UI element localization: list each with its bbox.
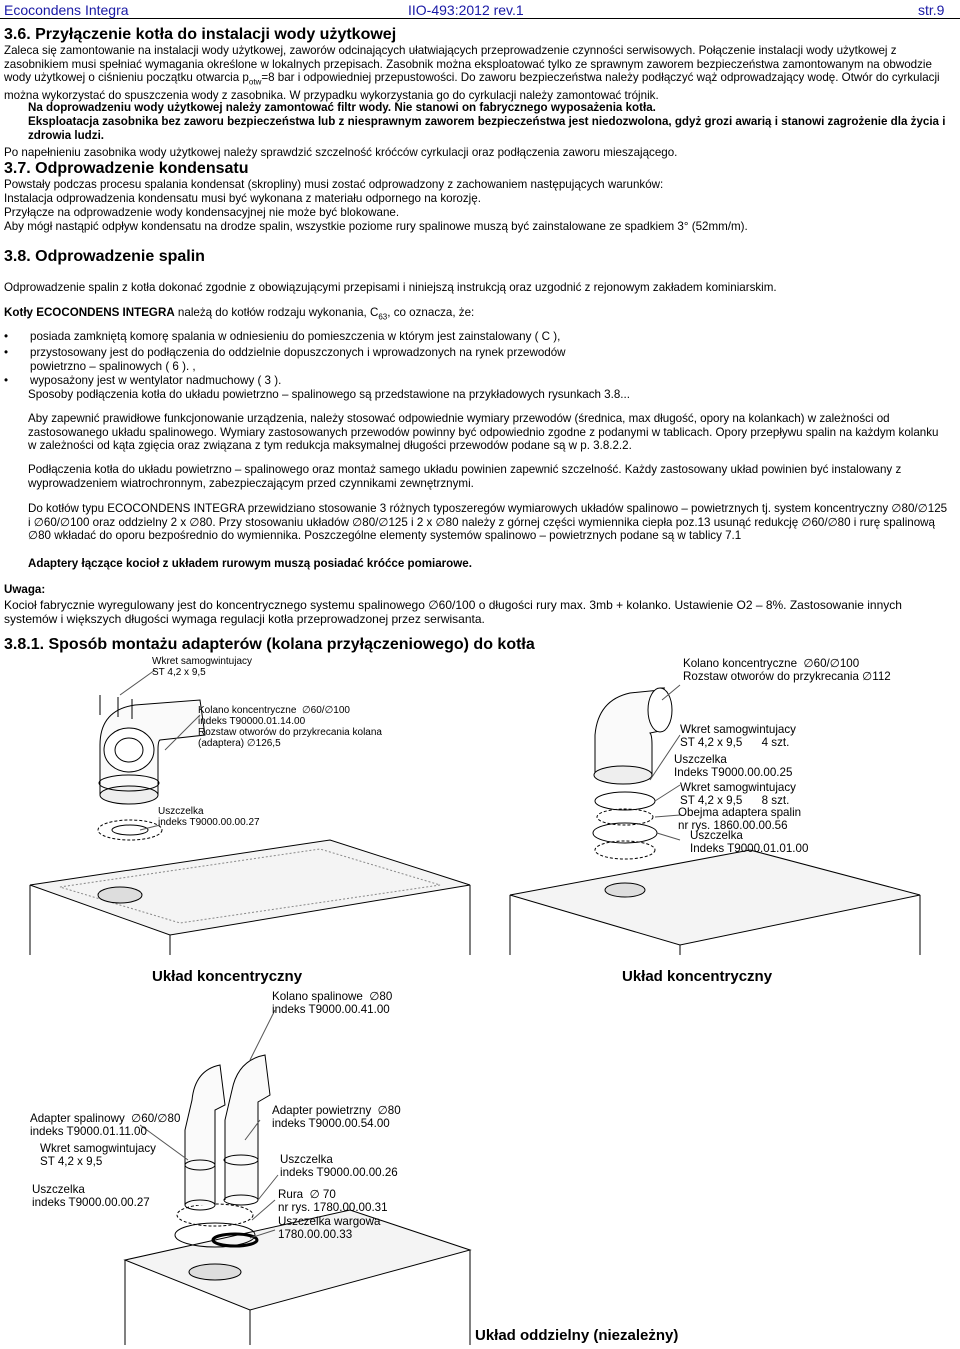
fig2-label-gasket-25: Uszczelka Indeks T9000.00.00.25 [674,753,793,779]
bullet-icon: • [4,374,9,387]
section-3-8-title: 3.8. Odprowadzenie spalin [4,248,205,265]
page-header [0,0,960,22]
fig2-label-screw-4: Wkret samogwintujacy ST 4,2 x 9,5 4 szt. [680,723,796,749]
section-3-7-line-3: Przyłącze na odprowadzenie wody kondensacyjnej nie może być blokowane. [4,206,400,219]
fig3-label-lip-seal: Uszczelka wargowa 1780.00.00.33 [278,1215,381,1241]
fig3-label-pipe-70: Rura ∅ 70 nr rys. 1780.00.00.31 [278,1188,388,1214]
fig1-caption: Układ koncentryczny [152,968,303,985]
bullet-icon: • [4,330,9,343]
note-text: Kocioł fabrycznie wyregulowany jest do koncentrycznego systemu spalinowego ∅60/100 o długości rury max. 3mb + kolanko. Ustawienie O2 – 8%. Zastosowanie innych systemów i większych długości wymaga regulacji kotła przeprowadzonej przez serwisanta. [4,598,902,626]
fig1-label-gasket: Uszczelka indeks T9000.00.00.27 [158,806,260,828]
fig2-caption: Układ koncentryczny [622,968,773,985]
fig3-label-air-adapter: Adapter powietrzny ∅80 indeks T9000.00.54.00 [272,1104,401,1130]
fig2-label-elbow: Kolano koncentryczne ∅60/∅100 Rozstaw otworów do przykrecania ∅112 [683,657,891,683]
section-3-6-title: 3.6. Przyłączenie kotła do instalacji wody użytkowej [4,26,397,43]
section-3-8-1-title: 3.8.1. Sposób montażu adapterów (kolana przyłączeniowego) do kotła [4,636,535,653]
bullet-icon: • [4,346,9,359]
fig3-label-flue-elbow: Kolano spalinowe ∅80 indeks T9000.00.41.00 [272,990,393,1016]
header-page-number: str.9 [918,2,945,18]
section-3-8-paragraph-4: Aby zapewnić prawidłowe funkcjonowanie urządzenia, należy stosować odpowiednie wymiary przewodów (średnica, max długość, opory na kolankach) w zależności od zastosowanego układu spalinowego. Wymiary zastosowanych przewodów powinny być odpowiednio zgodne z podanymi w tablicach. Opory przepływu spalin na każdym kolanku w zależności od kąta zgięcia oraz związana z tym redukcja maksymalnej długości przewodów podane są w p. 3.8.2.2. [28,412,939,453]
section-3-6-filter-note: Na doprowadzeniu wody użytkowej należy zamontować filtr wody. Nie stanowi on fabrycznego wyposażenia kotła. [28,101,656,114]
fig2-label-screw-8: Wkret samogwintujacy ST 4,2 x 9,5 8 szt. [680,781,796,807]
fig3-caption: Układ oddzielny (niezależny) [475,1327,679,1344]
section-3-7-title: 3.7. Odprowadzenie kondensatu [4,160,249,177]
section-3-8-paragraph-3: Sposoby podłączenia kotła do układu powietrzno – spalinowego są przedstawione na przykładowych rysunkach 3.8... [28,388,630,401]
fig1-label-elbow: Kolano koncentryczne ∅60/∅100 indeks T90000.01.14.00 Rozstaw otworów do przykrecania kolana (adaptera) ∅126,5 [198,705,382,749]
section-3-6-paragraph-2: Po napełnieniu zasobnika wody użytkowej należy sprawdzić szczelność króćców cyrkulacji oraz podłączenia zaworu mieszającego. [4,146,678,159]
fig2-label-clamp: Obejma adaptera spalin nr rys. 1860.00.00.56 [678,806,802,832]
fig3-label-gasket-26: Uszczelka indeks T9000.00.00.26 [280,1153,398,1179]
fig3-label-flue-adapter: Adapter spalinowy ∅60/∅80 indeks T9000.01.11.00 [30,1112,181,1138]
fig3-label-screw: Wkret samogwintujacy ST 4,2 x 9,5 [40,1142,156,1168]
section-3-7-line-1: Powstały podczas procesu spalania kondensat (skropliny) musi zostać odprowadzony z zachowaniem następujących warunków: [4,178,664,191]
fig1-label-screw: Wkret samogwintujacy ST 4,2 x 9,5 [152,656,253,678]
header-rule [0,18,960,19]
header-docref: IIO-493:2012 rev.1 [408,2,524,18]
section-3-8-paragraph-6: Do kotłów typu ECOCONDENS INTEGRA przewidziano stosowanie 3 różnych typoszeregów wymiarowych układów spalinowo – powietrznych tj. system koncentryczny ∅80/∅125 i ∅60/∅100 oraz oddzielny 2 x ∅80. Przy stosowaniu układów ∅80/∅125 i 2 x ∅80 należy z górnej części wymiennika ciepła poz.13 usunąć redukcję ∅60/∅80 i rurę spalinową ∅80 wkładać do oporu bezpośrednio do wymiennika. Poszczególne elementy systemów spalinowo – powietrznych podane są w tablicy 7.1 [28,502,948,543]
section-3-8-paragraph-2: Kotły ECOCONDENS INTEGRA należą do kotłów rodzaju wykonania, $C_{63}$, co oznacza, że: [4,306,475,322]
section-3-8-adapter-note: Adaptery łączące kocioł z układem rurowym muszą posiadać króćce pomiarowe. [28,557,472,570]
fig2-label-gasket-01: Uszczelka Indeks T9000.01.01.00 [690,829,809,855]
note-label: Uwaga: [4,583,46,596]
section-3-6-paragraph-1: Zaleca się zamontowanie na instalacji wody użytkowej, zaworów odcinających ułatwiających przeprowadzenie czynności serwisowych. Połączenie instalacji wody użytkowej z zasobnikiem musi spełniać wymagania określone w lokalnych przepisach. Zasobnik można eksploatować tylko ze sprawnym zaworem bezpieczeństwa zamontowanym na obwodzie wody użytkowej o ciśnieniu początku otwarcia $p_{otw}=8$ bar i odpowiedniej przepustowości. Do zaworu bezpieczeństwa należy podłączyć wąż odprowadzający wodę. Otwór do cyrkulacji można wykorzystać do spuszczenia wody z zasobnika. W przypadku wykorzystania go do cyrkulacji należy zamontować trójnik. [4,44,940,103]
section-3-8-paragraph-1: Odprowadzenie spalin z kotła dokonać zgodnie z obowiązującymi przepisami i niniejszą instrukcją oraz uzgodnić z rejonowym zakładem kominiarskim. [4,281,777,294]
section-3-7-line-4: Aby mógł nastąpić odpływ kondensatu na drodze spalin, wszystkie poziome rury spalinowe muszą być zainstalowane ze spadkiem 3° (52mm/m). [4,220,748,233]
fig3-label-gasket-27: Uszczelka indeks T9000.00.00.27 [32,1183,150,1209]
figure-concentric-left [0,655,500,955]
section-3-7-line-2: Instalacja odprowadzenia kondensatu musi być wykonana z materiału odpornego na korozję. [4,192,481,205]
header-product: Ecocondens Integra [4,2,129,18]
section-3-8-paragraph-5: Podłączenia kotła do układu powietrzno – spalinowego oraz montaż samego układu powinien zapewnić szczelność. Każdy zastosowany układ powinien być instalowany z wyprowadzeniem wiatrochronnym, zabezpieczającym przed czynnikami zewnętrznymi. [28,463,902,490]
section-3-6-warning: Eksploatacja zasobnika bez zaworu bezpieczeństwa lub z niesprawnym zaworem bezpieczeństwa jest niedozwolona, gdyż grozi awarią i stanowi zagrożenie dla życia i zdrowia ludzi. [28,115,946,142]
